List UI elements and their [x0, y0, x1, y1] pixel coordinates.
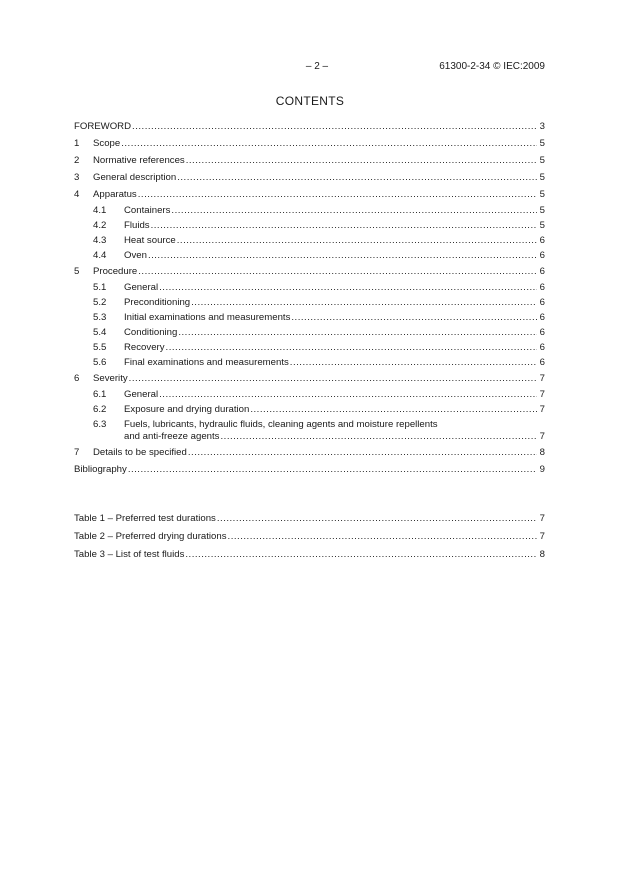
toc-entry-page: 6	[539, 327, 545, 338]
toc-entry-foreword[interactable]	[74, 119, 545, 136]
table-of-contents	[74, 119, 545, 479]
toc-leader-dots	[185, 549, 537, 561]
toc-entry-title: Scope	[93, 138, 121, 149]
toc-entry-title: Initial examinations and measurements	[124, 312, 291, 323]
toc-entry-title-line2-row	[124, 431, 545, 443]
toc-entry-page: 7	[539, 389, 545, 400]
toc-entry-title: Details to be specified	[93, 447, 187, 458]
toc-entry-number: 4.3	[93, 235, 107, 246]
toc-entry-page: 5	[539, 172, 545, 183]
toc-entry-procedure-general[interactable]	[74, 281, 545, 296]
toc-entry-title: Containers	[124, 205, 171, 216]
toc-entry-page: 7	[539, 431, 545, 442]
table-entry-3[interactable]	[74, 547, 545, 565]
list-of-tables	[74, 511, 545, 565]
toc-entry-page: 6	[539, 312, 545, 323]
toc-leader-dots	[177, 172, 537, 184]
toc-entry-page: 6	[539, 342, 545, 353]
toc-entry-number: 2	[74, 155, 80, 166]
toc-entry-general-description[interactable]	[74, 170, 545, 187]
toc-entry-normative-references[interactable]	[74, 153, 545, 170]
toc-leader-dots	[217, 513, 537, 525]
toc-entry-title: General	[124, 282, 159, 293]
table-entry-title: Table 2 – Preferred drying durations	[74, 531, 227, 542]
toc-entry-number: 5.1	[93, 282, 107, 293]
toc-entry-apparatus[interactable]	[74, 187, 545, 204]
toc-entry-page: 6	[539, 297, 545, 308]
table-entry-2[interactable]	[74, 529, 545, 547]
toc-leader-dots	[291, 312, 537, 324]
toc-entry-page: 5	[539, 138, 545, 149]
toc-leader-dots	[191, 297, 537, 309]
page-number: – 2 –	[305, 61, 329, 72]
toc-entry-final-examinations[interactable]	[74, 356, 545, 371]
toc-leader-dots	[138, 189, 537, 201]
toc-entry-page: 6	[539, 266, 545, 277]
toc-entry-title: Oven	[124, 250, 147, 261]
toc-entry-title: Heat source	[124, 235, 176, 246]
toc-entry-number: 5.5	[93, 342, 107, 353]
toc-entry-details-specified[interactable]	[74, 445, 545, 462]
toc-entry-number: 6.1	[93, 389, 107, 400]
table-entry-page: 7	[539, 513, 545, 524]
toc-entry-number: 5	[74, 266, 80, 277]
toc-leader-dots	[220, 431, 537, 443]
toc-entry-text	[124, 419, 545, 443]
toc-entry-exposure-drying[interactable]	[74, 403, 545, 418]
contents-heading: CONTENTS	[275, 94, 345, 108]
toc-entry-bibliography[interactable]	[74, 462, 545, 479]
toc-entry-page: 5	[539, 189, 545, 200]
toc-entry-title: Severity	[93, 373, 128, 384]
toc-entry-title: General	[124, 389, 159, 400]
toc-entry-scope[interactable]	[74, 136, 545, 153]
toc-entry-procedure[interactable]	[74, 264, 545, 281]
toc-leader-dots	[290, 357, 537, 369]
toc-entry-title: Conditioning	[124, 327, 178, 338]
toc-entry-number: 5.6	[93, 357, 107, 368]
toc-leader-dots	[228, 531, 537, 543]
table-entry-title: Table 1 – Preferred test durations	[74, 513, 216, 524]
toc-leader-dots	[166, 342, 537, 354]
toc-entry-fuels-lubricants[interactable]	[74, 418, 545, 445]
standard-reference: 61300-2-34 © IEC:2009	[439, 61, 545, 72]
toc-entry-number: 3	[74, 172, 80, 183]
toc-entry-title: Fluids	[124, 220, 150, 231]
toc-entry-severity[interactable]	[74, 371, 545, 388]
toc-entry-containers[interactable]	[74, 204, 545, 219]
toc-leader-dots	[186, 155, 537, 167]
toc-leader-dots	[178, 327, 537, 339]
toc-entry-page: 8	[539, 447, 545, 458]
toc-entry-title: Preconditioning	[124, 297, 191, 308]
toc-entry-title: General description	[93, 172, 177, 183]
toc-leader-dots	[138, 266, 537, 278]
toc-entry-page: 9	[539, 464, 545, 475]
toc-entry-recovery[interactable]	[74, 341, 545, 356]
toc-entry-title: Normative references	[93, 155, 185, 166]
toc-leader-dots	[250, 404, 537, 416]
toc-entry-number: 6.3	[93, 419, 107, 430]
toc-entry-page: 6	[539, 282, 545, 293]
toc-entry-title: FOREWORD	[74, 121, 132, 132]
toc-entry-page: 5	[539, 205, 545, 216]
toc-leader-dots	[171, 205, 537, 217]
toc-entry-initial-examinations[interactable]	[74, 311, 545, 326]
toc-entry-title: Final examinations and measurements	[124, 357, 289, 368]
table-entry-page: 8	[539, 549, 545, 560]
toc-entry-title: Exposure and drying duration	[124, 404, 250, 415]
toc-entry-page: 3	[539, 121, 545, 132]
toc-entry-title-line2: and anti-freeze agents	[124, 431, 220, 442]
toc-entry-preconditioning[interactable]	[74, 296, 545, 311]
toc-entry-page: 6	[539, 250, 545, 261]
toc-leader-dots	[128, 464, 537, 476]
toc-leader-dots	[151, 220, 537, 232]
table-entry-title: Table 3 – List of test fluids	[74, 549, 185, 560]
toc-leader-dots	[121, 138, 537, 150]
toc-entry-number: 1	[74, 138, 80, 149]
toc-entry-number: 5.4	[93, 327, 107, 338]
toc-entry-heat-source[interactable]	[74, 234, 545, 249]
toc-leader-dots	[132, 121, 537, 133]
toc-entry-number: 6	[74, 373, 80, 384]
toc-leader-dots	[148, 250, 537, 262]
toc-entry-title: Procedure	[93, 266, 138, 277]
toc-entry-number: 5.2	[93, 297, 107, 308]
toc-leader-dots	[159, 282, 537, 294]
toc-entry-number: 4.1	[93, 205, 107, 216]
toc-entry-number: 5.3	[93, 312, 107, 323]
toc-entry-number: 7	[74, 447, 80, 458]
toc-leader-dots	[159, 389, 537, 401]
toc-leader-dots	[129, 373, 537, 385]
toc-entry-title: Apparatus	[93, 189, 137, 200]
toc-entry-page: 7	[539, 373, 545, 384]
toc-entry-number: 4.2	[93, 220, 107, 231]
toc-leader-dots	[177, 235, 537, 247]
toc-entry-number: 4	[74, 189, 80, 200]
toc-entry-number: 6.2	[93, 404, 107, 415]
toc-entry-conditioning[interactable]	[74, 326, 545, 341]
toc-entry-number: 4.4	[93, 250, 107, 261]
table-entry-1[interactable]	[74, 511, 545, 529]
toc-entry-title-line1: Fuels, lubricants, hydraulic fluids, cleaning agents and moisture repellents	[124, 419, 438, 430]
toc-entry-page: 5	[539, 155, 545, 166]
toc-entry-oven[interactable]	[74, 249, 545, 264]
toc-entry-page: 6	[539, 357, 545, 368]
toc-entry-page: 6	[539, 235, 545, 246]
toc-entry-fluids[interactable]	[74, 219, 545, 234]
toc-entry-title: Bibliography	[74, 464, 127, 475]
toc-entry-title: Recovery	[124, 342, 165, 353]
toc-entry-severity-general[interactable]	[74, 388, 545, 403]
toc-leader-dots	[188, 447, 537, 459]
toc-entry-page: 5	[539, 220, 545, 231]
toc-entry-page: 7	[539, 404, 545, 415]
table-entry-page: 7	[539, 531, 545, 542]
